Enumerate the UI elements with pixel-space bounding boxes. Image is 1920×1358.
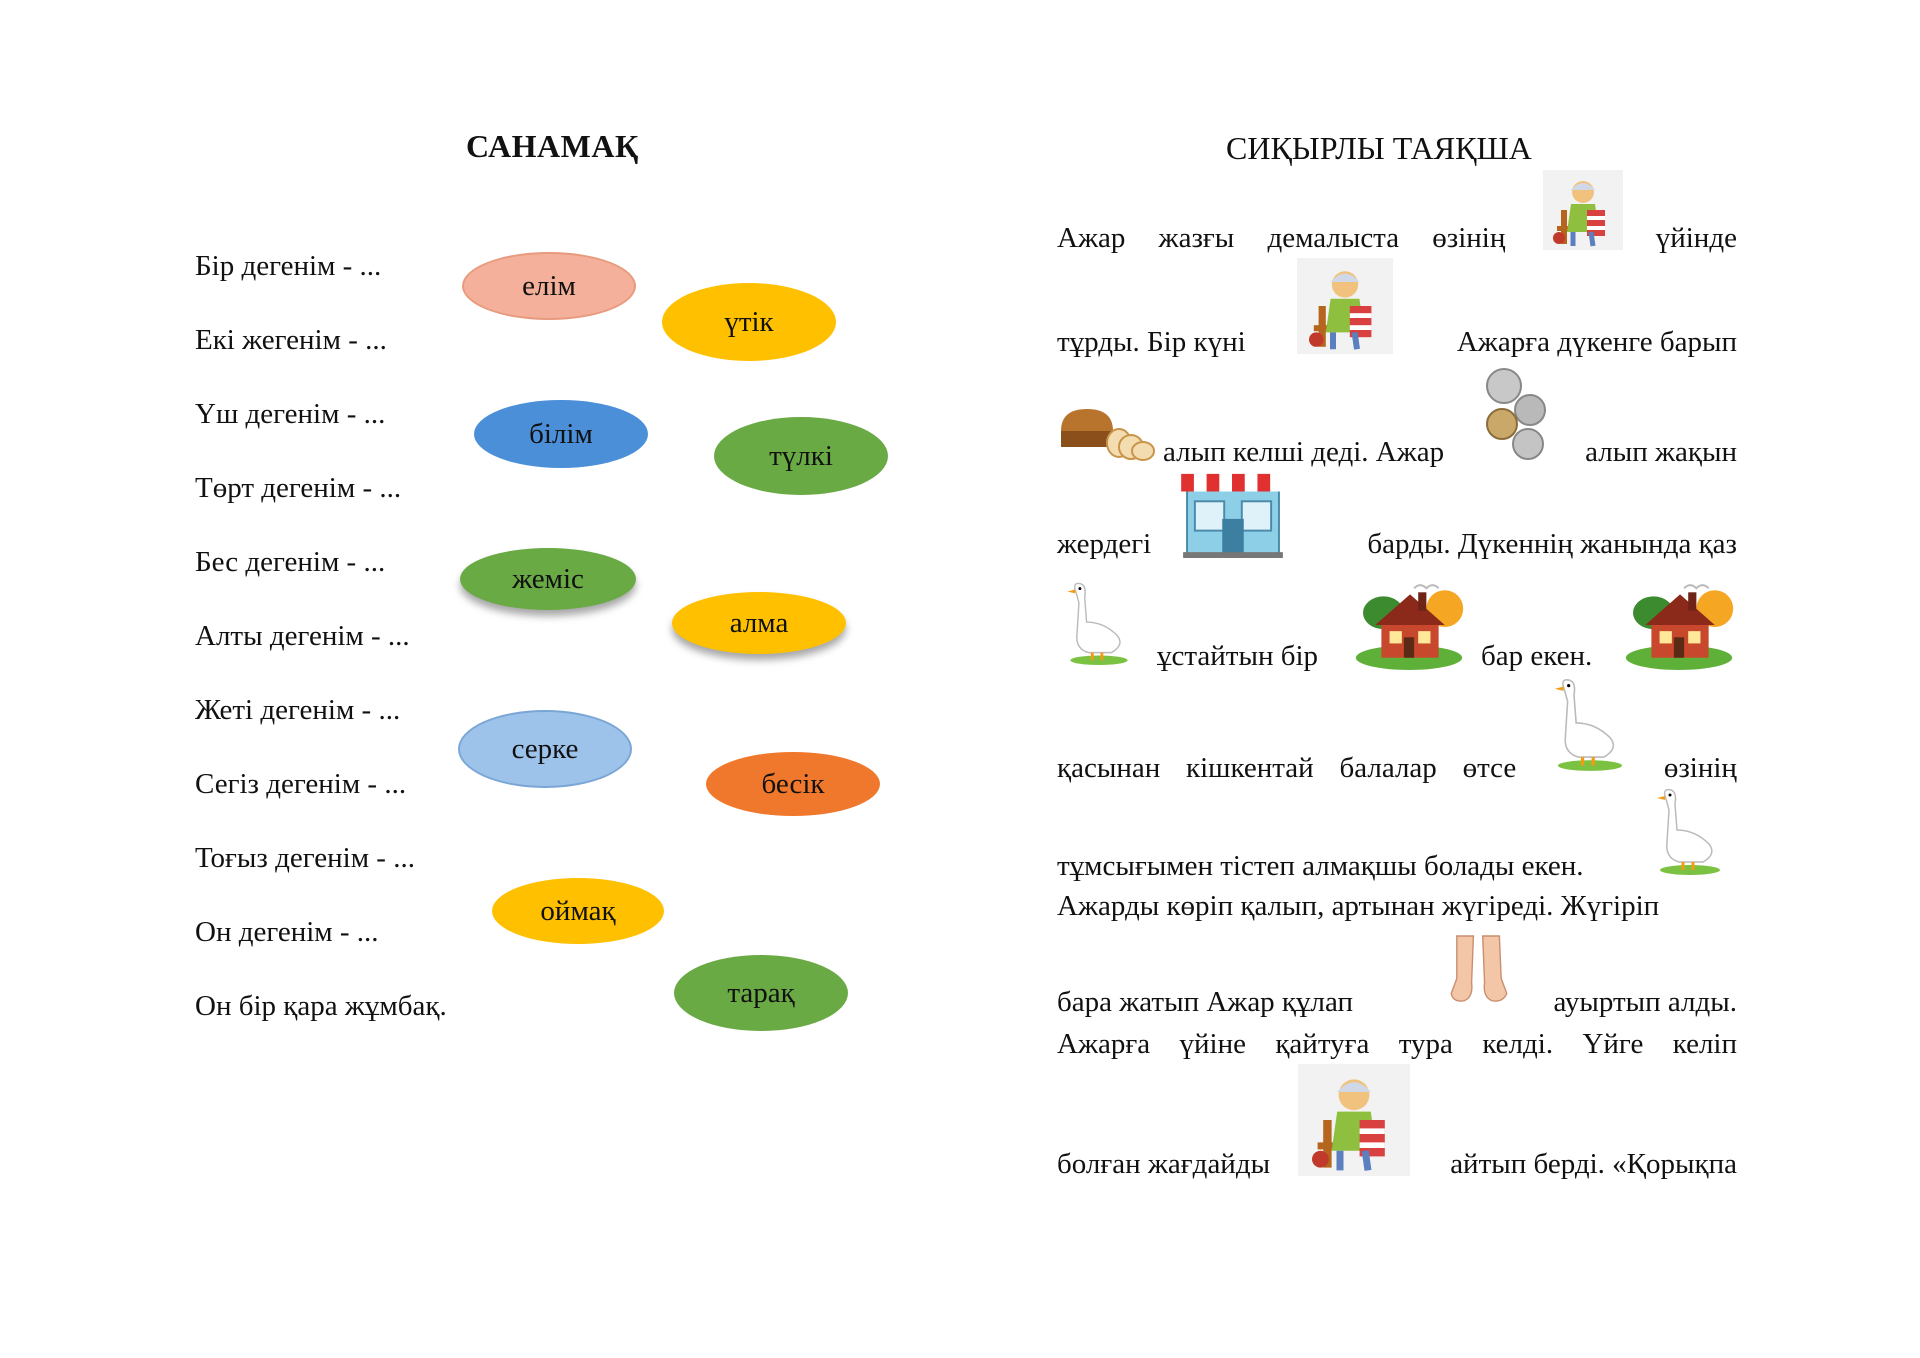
story-word: болған жағдайды [1057, 1148, 1271, 1180]
story-line-1 [1057, 222, 1737, 255]
rhyme-line-8: Сегіз дегенім - ... [195, 768, 407, 800]
grandma-icon [1543, 170, 1623, 250]
word-oval-oimak[interactable] [492, 878, 664, 944]
coins-icon [1482, 364, 1552, 464]
story-word: барды. Дүкеннің жанында қаз [1367, 528, 1737, 560]
rhyme-line-4: Төрт дегенім - ... [195, 472, 402, 504]
story-line-8: Ажарды көріп қалып, артынан жүгіреді. Жүгіріп [1057, 890, 1660, 922]
story-word: демалыста [1267, 222, 1400, 254]
word-label: білім [529, 417, 593, 450]
goose-icon [1652, 786, 1728, 876]
story-line-10 [1057, 1028, 1737, 1061]
rhyme-line-9: Тоғыз дегенім - ... [195, 842, 415, 874]
story-word: келді. [1482, 1028, 1554, 1060]
story-word: қайтуға [1275, 1028, 1370, 1060]
story-word: өзінің [1432, 222, 1506, 254]
story-word: жердегі [1057, 528, 1152, 560]
story-word: ауыртып алды. [1553, 986, 1737, 1018]
story-word: ұстайтын бір [1157, 640, 1319, 672]
story-word: қасынан [1057, 752, 1161, 784]
story-word: өтсе [1462, 752, 1517, 784]
story-line-6 [1057, 752, 1737, 785]
word-oval-serke[interactable] [458, 710, 632, 788]
word-label: алма [729, 606, 789, 639]
word-label: оймақ [540, 894, 616, 927]
grandma-icon [1297, 258, 1393, 354]
word-oval-alma[interactable] [672, 592, 846, 654]
word-oval-utik[interactable] [662, 283, 836, 361]
story-word: тұрды. Бір күні [1057, 326, 1246, 358]
word-label: түлкі [769, 439, 833, 472]
grandma-icon [1298, 1064, 1410, 1176]
word-oval-besik[interactable] [706, 752, 880, 816]
bread-icon [1057, 400, 1157, 462]
rhyme-line-11: Он бір қара жұмбақ. [195, 990, 447, 1022]
story-word: бар екен. [1481, 640, 1593, 672]
story-word: айтып берді. «Қорықпа [1450, 1148, 1737, 1180]
story-word: келіп [1672, 1028, 1737, 1060]
left-title: САНАМАҚ [466, 128, 639, 164]
story-word: алып келші деді. Ажар [1163, 436, 1445, 468]
word-oval-elim[interactable] [462, 252, 636, 320]
story-word: балалар [1339, 752, 1437, 784]
word-oval-bilim[interactable] [474, 400, 648, 468]
word-label: жеміс [512, 562, 584, 595]
story-word: жазғы [1158, 222, 1235, 254]
rhyme-line-2: Екі жегенім - ... [195, 324, 387, 356]
word-label: бесік [761, 767, 825, 800]
shop-icon [1178, 470, 1288, 558]
word-label: тарақ [727, 976, 795, 1009]
goose-icon [1060, 580, 1138, 666]
story-word: кішкентай [1186, 752, 1314, 784]
feet-icon [1442, 934, 1516, 1012]
rhyme-line-6: Алты дегенім - ... [195, 620, 410, 652]
story-word: үйінде [1655, 222, 1737, 254]
story-word: өзінің [1663, 752, 1737, 784]
rhyme-line-1: Бір дегенім - ... [195, 250, 382, 282]
story-word: Ажарға дүкенге барып [1456, 326, 1737, 358]
story-word: Ажар [1057, 222, 1126, 254]
word-oval-tarak[interactable] [674, 955, 848, 1031]
word-oval-tulki[interactable] [714, 417, 888, 495]
house-icon [1352, 578, 1466, 670]
story-word: Ажарға [1057, 1028, 1151, 1060]
story-line-7: тұмсығымен тістеп алмақшы болады екен. [1057, 850, 1584, 882]
right-title: СИҚЫРЛЫ ТАЯҚША [1226, 130, 1532, 166]
story-word: тура [1398, 1028, 1453, 1060]
rhyme-line-7: Жеті дегенім - ... [195, 694, 401, 726]
word-label: серке [511, 732, 579, 765]
goose-icon [1550, 676, 1630, 772]
rhyme-line-5: Бес дегенім - ... [195, 546, 386, 578]
story-word: Үйге [1582, 1028, 1644, 1060]
story-word: алып жақын [1585, 436, 1737, 468]
story-word: бара жатып Ажар құлап [1057, 986, 1354, 1018]
word-label: үтік [724, 305, 774, 338]
rhyme-line-3: Үш дегенім - ... [195, 398, 386, 430]
word-oval-zhemis[interactable] [460, 548, 636, 610]
house-icon [1622, 578, 1736, 670]
rhyme-line-10: Он дегенім - ... [195, 916, 379, 948]
word-label: елім [522, 269, 576, 302]
story-word: үйіне [1179, 1028, 1246, 1060]
